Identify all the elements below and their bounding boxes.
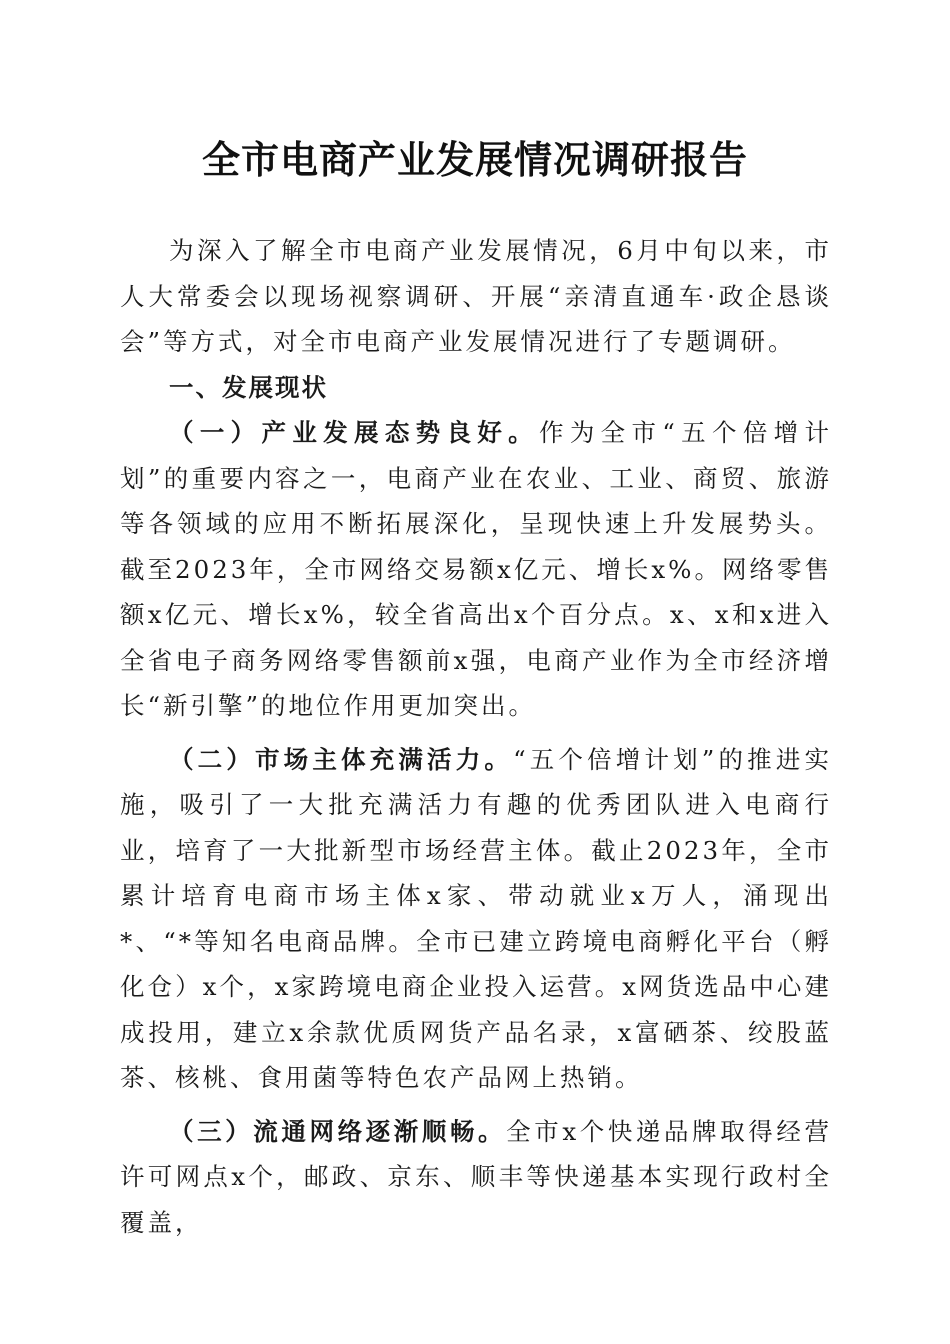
paragraph-gap: [120, 729, 832, 737]
subsection-lead-2: （二）市场主体充满活力。: [169, 744, 514, 774]
subsection-paragraph-1: [120, 410, 832, 729]
subsection-lead-3: （三）流通网络逐渐顺畅。: [169, 1116, 507, 1146]
section-heading-development-status: 一、发展现状: [169, 372, 328, 402]
subsection-text-3: 全市x个快递品牌取得经营许可网点x个，邮政、京东、顺丰等快递基本实现行政村全覆盖，: [120, 1116, 832, 1237]
subsection-paragraph-3: [120, 1109, 832, 1246]
subsection-text-1: 作为全市“五个倍增计划”的重要内容之一，电商产业在农业、工业、商贸、旅游等各领域的应用不断拓展深化，呈现快速上升发展势头。截至2023年，全市网络交易额x亿元、增长x%。网络零售额x亿元、增长x%，较全省高出x个百分点。x、x和x进入全省电子商务网络零售额前x强，电商产业作为全市经济增长“新引擎”的地位作用更加突出。: [120, 418, 832, 720]
subsection-text-2: “五个倍增计划”的推进实施，吸引了一大批充满活力有趣的优秀团队进入电商行业，培育了一大批新型市场经营主体。截止2023年，全市累计培育电商市场主体x家、带动就业x万人，涌现出*、“*等知名电商品牌。全市已建立跨境电商孵化平台（孵化仓）x个，x家跨境电商企业投入运营。x网货选品中心建成投用，建立x余款优质网货产品名录，x富硒茶、绞股蓝茶、核桃、食用菌等特色农产品网上热销。: [120, 744, 832, 1092]
document-body: [120, 228, 832, 1245]
subsection-paragraph-2: [120, 737, 832, 1101]
subsection-lead-1: （一）产业发展态势良好。: [169, 418, 539, 447]
document-title: 全市电商产业发展情况调研报告: [201, 137, 748, 182]
intro-paragraph: 为深入了解全市电商产业发展情况，6月中旬以来，市人大常委会以现场视察调研、开展“亲清直通车·政企恳谈会”等方式，对全市电商产业发展情况进行了专题调研。: [120, 236, 832, 356]
paragraph-gap: [120, 1101, 832, 1109]
